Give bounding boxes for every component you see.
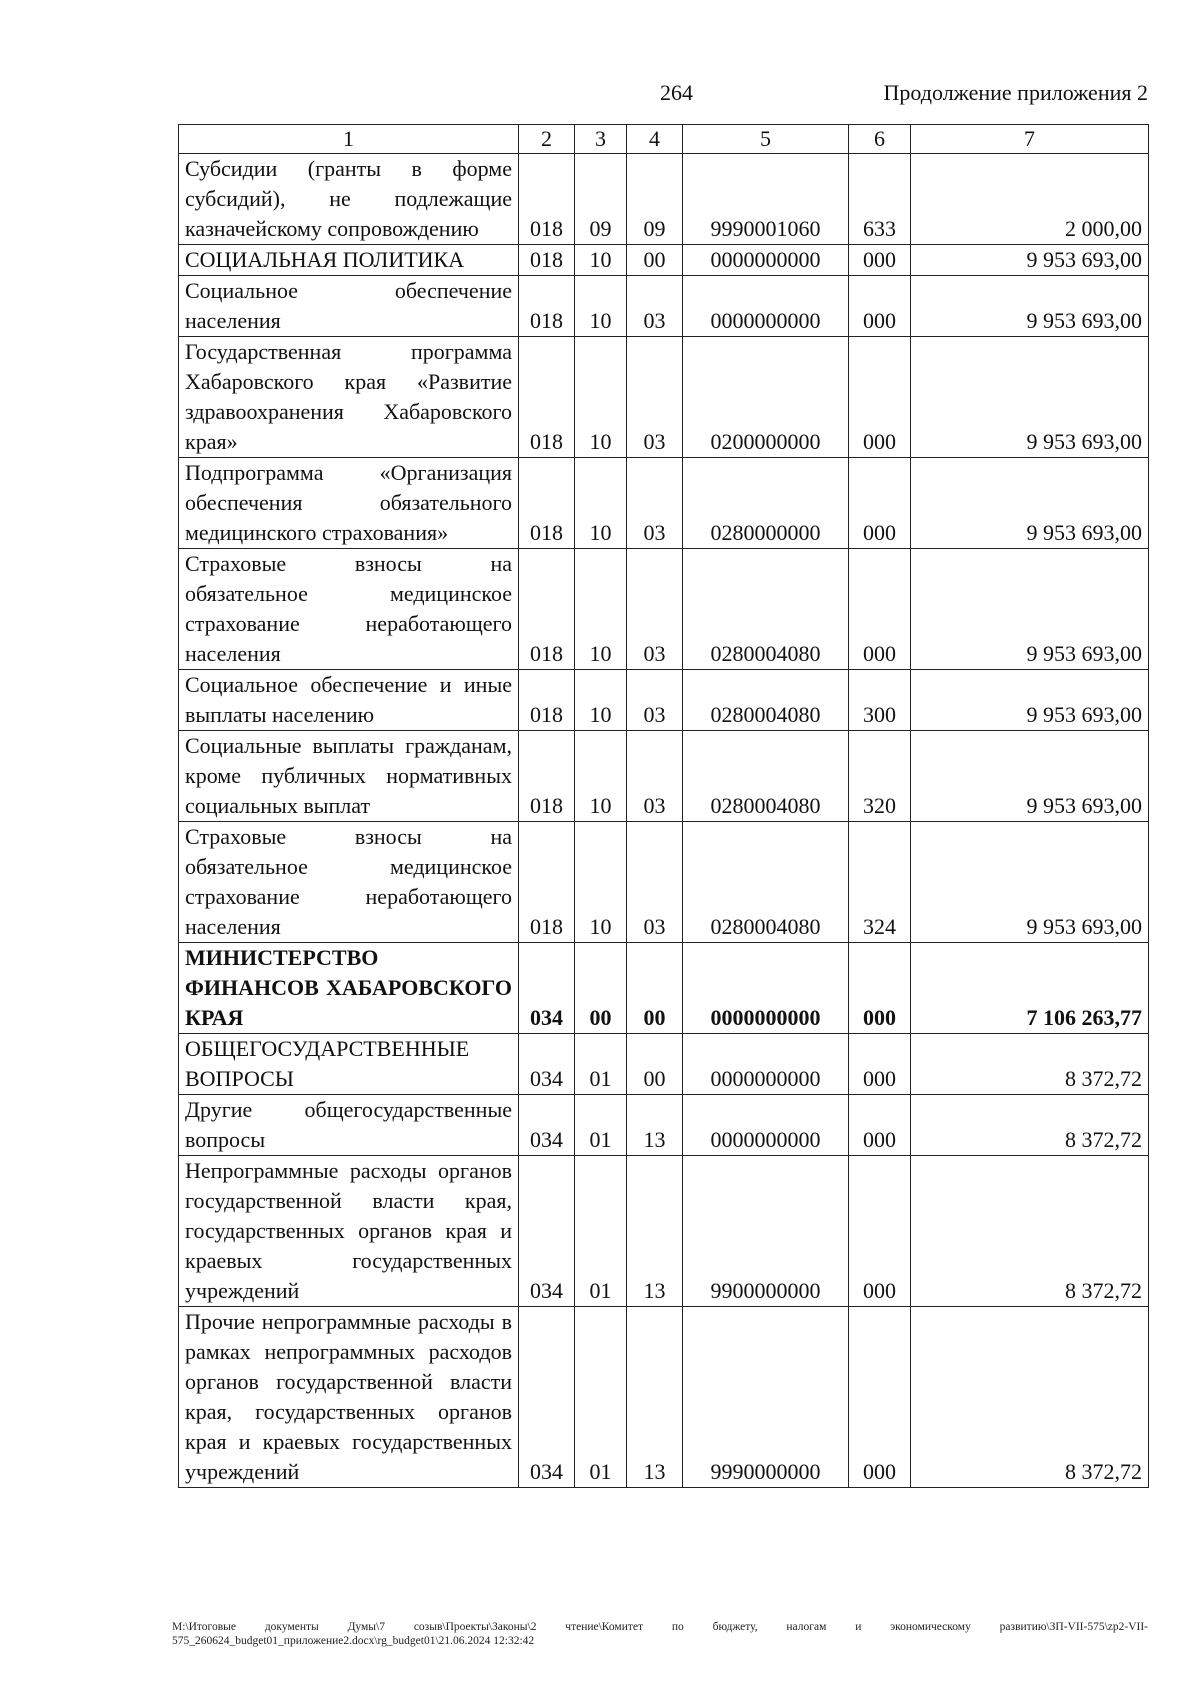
table-row bbox=[179, 458, 1149, 549]
continuation-label: Продолжение приложения 2 bbox=[883, 80, 1148, 105]
table-body bbox=[179, 154, 1149, 1488]
section-cell: 09 bbox=[575, 154, 627, 245]
row-name-cell: Государственная программа Хабаровского края «Развитие здравоохранения Хабаровского края» bbox=[179, 337, 519, 458]
subsection-cell: 09 bbox=[627, 154, 683, 245]
row-name-cell: Субсидии (гранты в форме субсидий), не подлежащие казначейскому сопровождению bbox=[179, 154, 519, 245]
column-header: 6 bbox=[849, 125, 911, 154]
amount-cell: 7 106 263,77 bbox=[911, 943, 1149, 1034]
code-cell: 018 bbox=[519, 337, 575, 458]
row-name-cell: Подпрограмма «Организация обеспечения обязательного медицинского страхования» bbox=[179, 458, 519, 549]
subsection-cell: 00 bbox=[627, 245, 683, 276]
section-cell: 00 bbox=[575, 943, 627, 1034]
code-cell: 018 bbox=[519, 731, 575, 822]
expense-type-cell: 000 bbox=[849, 1095, 911, 1156]
subsection-cell: 03 bbox=[627, 822, 683, 943]
column-header: 3 bbox=[575, 125, 627, 154]
table-row bbox=[179, 943, 1149, 1034]
table-row bbox=[179, 822, 1149, 943]
table-row bbox=[179, 245, 1149, 276]
section-cell: 01 bbox=[575, 1095, 627, 1156]
section-cell: 10 bbox=[575, 337, 627, 458]
amount-cell: 8 372,72 bbox=[911, 1307, 1149, 1488]
table-row bbox=[179, 1307, 1149, 1488]
expense-type-cell: 000 bbox=[849, 337, 911, 458]
row-name-cell: Социальное обеспечение населения bbox=[179, 276, 519, 337]
subsection-cell: 00 bbox=[627, 943, 683, 1034]
target-article-cell: 0200000000 bbox=[683, 337, 849, 458]
header-row bbox=[179, 125, 1149, 154]
page-number: 264 bbox=[660, 80, 693, 105]
target-article-cell: 9900000000 bbox=[683, 1156, 849, 1307]
code-cell: 018 bbox=[519, 822, 575, 943]
subsection-cell: 03 bbox=[627, 458, 683, 549]
row-name-cell: МИНИСТЕРСТВО ФИНАНСОВ ХАБАРОВСКОГО КРАЯ bbox=[179, 943, 519, 1034]
subsection-cell: 03 bbox=[627, 549, 683, 670]
section-cell: 10 bbox=[575, 822, 627, 943]
amount-cell: 9 953 693,00 bbox=[911, 549, 1149, 670]
section-cell: 10 bbox=[575, 458, 627, 549]
code-cell: 018 bbox=[519, 670, 575, 731]
row-name-cell: Другие общегосударственные вопросы bbox=[179, 1095, 519, 1156]
table-row bbox=[179, 731, 1149, 822]
section-cell: 10 bbox=[575, 276, 627, 337]
code-cell: 034 bbox=[519, 1156, 575, 1307]
target-article-cell: 0280004080 bbox=[683, 549, 849, 670]
expense-type-cell: 633 bbox=[849, 154, 911, 245]
subsection-cell: 03 bbox=[627, 670, 683, 731]
section-cell: 01 bbox=[575, 1307, 627, 1488]
target-article-cell: 0000000000 bbox=[683, 1095, 849, 1156]
expense-type-cell: 000 bbox=[849, 245, 911, 276]
amount-cell: 8 372,72 bbox=[911, 1034, 1149, 1095]
expense-type-cell: 000 bbox=[849, 276, 911, 337]
amount-cell: 2 000,00 bbox=[911, 154, 1149, 245]
column-header: 5 bbox=[683, 125, 849, 154]
row-name-cell: Социальное обеспечение и иные выплаты населению bbox=[179, 670, 519, 731]
table-row bbox=[179, 276, 1149, 337]
amount-cell: 9 953 693,00 bbox=[911, 337, 1149, 458]
table-row bbox=[179, 1156, 1149, 1307]
code-cell: 018 bbox=[519, 245, 575, 276]
amount-cell: 9 953 693,00 bbox=[911, 731, 1149, 822]
table-row bbox=[179, 154, 1149, 245]
expense-type-cell: 000 bbox=[849, 943, 911, 1034]
code-cell: 018 bbox=[519, 549, 575, 670]
amount-cell: 8 372,72 bbox=[911, 1095, 1149, 1156]
subsection-cell: 13 bbox=[627, 1156, 683, 1307]
amount-cell: 9 953 693,00 bbox=[911, 670, 1149, 731]
section-cell: 10 bbox=[575, 731, 627, 822]
row-name-cell: ОБЩЕГОСУДАРСТВЕННЫЕ ВОПРОСЫ bbox=[179, 1034, 519, 1095]
target-article-cell: 0280004080 bbox=[683, 670, 849, 731]
row-name-cell: СОЦИАЛЬНАЯ ПОЛИТИКА bbox=[179, 245, 519, 276]
code-cell: 034 bbox=[519, 1034, 575, 1095]
expense-type-cell: 000 bbox=[849, 1156, 911, 1307]
target-article-cell: 0000000000 bbox=[683, 245, 849, 276]
file-path-footer: M:\Итоговые документы Думы\7 созыв\Проекты\Законы\2 чтение\Комитет по бюджету, налогам и экономическому развитию\ЗП-VII-575\zp2-VII-575_260624_budget01_приложение2.docx\rg_budget01\21.06.2024 12:32:42 bbox=[172, 1621, 1148, 1647]
amount-cell: 9 953 693,00 bbox=[911, 245, 1149, 276]
code-cell: 034 bbox=[519, 943, 575, 1034]
code-cell: 018 bbox=[519, 458, 575, 549]
section-cell: 10 bbox=[575, 245, 627, 276]
expense-type-cell: 000 bbox=[849, 1034, 911, 1095]
column-header: 7 bbox=[911, 125, 1149, 154]
target-article-cell: 0280004080 bbox=[683, 822, 849, 943]
subsection-cell: 00 bbox=[627, 1034, 683, 1095]
expense-type-cell: 000 bbox=[849, 458, 911, 549]
table-row bbox=[179, 549, 1149, 670]
table-row bbox=[179, 1095, 1149, 1156]
expense-type-cell: 300 bbox=[849, 670, 911, 731]
target-article-cell: 0280000000 bbox=[683, 458, 849, 549]
amount-cell: 9 953 693,00 bbox=[911, 276, 1149, 337]
section-cell: 01 bbox=[575, 1156, 627, 1307]
code-cell: 018 bbox=[519, 276, 575, 337]
row-name-cell: Непрограммные расходы органов государственной власти края, государственных органов края и краевых государственных учреждений bbox=[179, 1156, 519, 1307]
target-article-cell: 9990001060 bbox=[683, 154, 849, 245]
code-cell: 034 bbox=[519, 1095, 575, 1156]
subsection-cell: 13 bbox=[627, 1095, 683, 1156]
expense-type-cell: 000 bbox=[849, 549, 911, 670]
table-row bbox=[179, 337, 1149, 458]
subsection-cell: 03 bbox=[627, 337, 683, 458]
amount-cell: 9 953 693,00 bbox=[911, 458, 1149, 549]
column-header: 1 bbox=[179, 125, 519, 154]
section-cell: 10 bbox=[575, 549, 627, 670]
target-article-cell: 0000000000 bbox=[683, 276, 849, 337]
budget-table bbox=[178, 124, 1149, 1488]
code-cell: 018 bbox=[519, 154, 575, 245]
amount-cell: 9 953 693,00 bbox=[911, 822, 1149, 943]
expense-type-cell: 320 bbox=[849, 731, 911, 822]
target-article-cell: 0280004080 bbox=[683, 731, 849, 822]
row-name-cell: Прочие непрограммные расходы в рамках непрограммных расходов органов государственной власти края, государственных органов края и краевых государственных учреждений bbox=[179, 1307, 519, 1488]
row-name-cell: Страховые взносы на обязательное медицинское страхование неработающего населения bbox=[179, 549, 519, 670]
target-article-cell: 9990000000 bbox=[683, 1307, 849, 1488]
row-name-cell: Социальные выплаты гражданам, кроме публичных нормативных социальных выплат bbox=[179, 731, 519, 822]
section-cell: 01 bbox=[575, 1034, 627, 1095]
row-name-cell: Страховые взносы на обязательное медицинское страхование неработающего населения bbox=[179, 822, 519, 943]
section-cell: 10 bbox=[575, 670, 627, 731]
amount-cell: 8 372,72 bbox=[911, 1156, 1149, 1307]
target-article-cell: 0000000000 bbox=[683, 943, 849, 1034]
code-cell: 034 bbox=[519, 1307, 575, 1488]
expense-type-cell: 000 bbox=[849, 1307, 911, 1488]
expense-type-cell: 324 bbox=[849, 822, 911, 943]
column-header: 4 bbox=[627, 125, 683, 154]
column-header: 2 bbox=[519, 125, 575, 154]
subsection-cell: 03 bbox=[627, 276, 683, 337]
subsection-cell: 03 bbox=[627, 731, 683, 822]
table-row bbox=[179, 670, 1149, 731]
target-article-cell: 0000000000 bbox=[683, 1034, 849, 1095]
subsection-cell: 13 bbox=[627, 1307, 683, 1488]
table-row bbox=[179, 1034, 1149, 1095]
